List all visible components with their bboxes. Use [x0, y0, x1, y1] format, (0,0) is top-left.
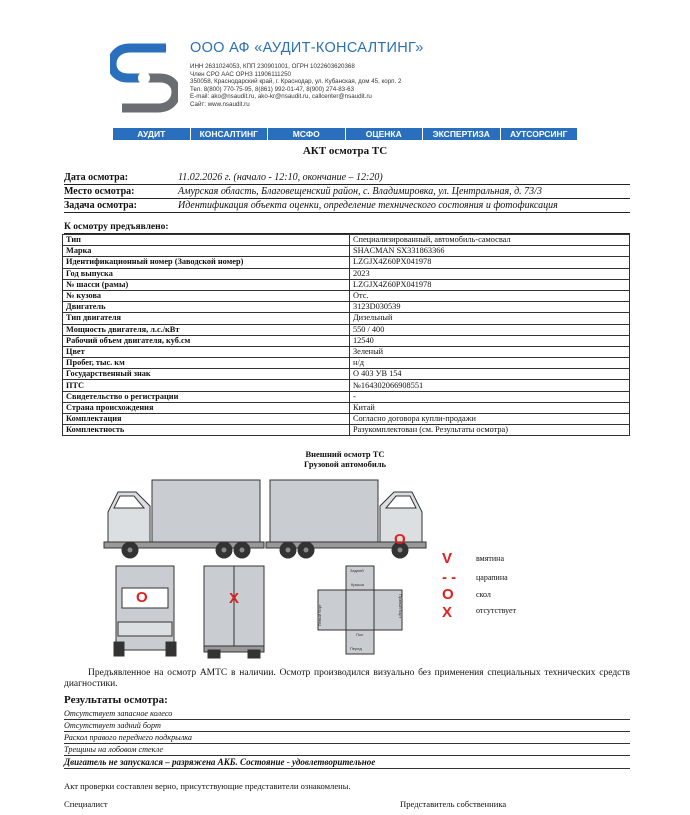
vehicle-field-value: 3123D030539 — [350, 302, 630, 313]
company-detail-line: Тел. 8(800) 770-75-95, 8(861) 992-01-47, 8(900) 274-83-63 — [190, 85, 355, 93]
inspection-place-row — [64, 185, 630, 199]
vehicle-field-value: Дизельный — [350, 313, 630, 324]
inspection-task-row — [64, 199, 630, 213]
inspection-task-value: Идентификация объекта оценки, определение технического состояния и фотофиксация — [178, 200, 558, 211]
vehicle-field-value: Отс. — [350, 290, 630, 301]
service-label: МСФО — [268, 128, 346, 140]
vehicle-table-row — [63, 290, 630, 301]
legend-dent-label: вмятина — [476, 554, 504, 563]
vehicle-field-value: Согласно договора купли-продажи — [350, 414, 630, 425]
vehicle-field-label: Свидетельство о регистрации — [63, 391, 350, 402]
legend-scratch-label: царапина — [476, 573, 508, 582]
vehicle-field-label: Комплектация — [63, 414, 350, 425]
front-label: Перед — [350, 646, 362, 651]
result-final: Двигатель не запускался – разряжена АКБ. Состояние - удовлетворительное — [64, 756, 630, 769]
truck-rear-view — [204, 566, 264, 658]
vehicle-table-row — [63, 369, 630, 380]
truck-body-unfolded — [318, 566, 402, 654]
result-item: Раскол правого переднего подкрылка — [64, 732, 630, 744]
results-title: Результаты осмотра: — [64, 694, 168, 706]
inspection-task-label: Задача осмотра: — [64, 200, 137, 211]
service-label: АУТСОРСИНГ — [510, 129, 568, 139]
vehicle-field-label: Комплектность — [63, 425, 350, 436]
vehicle-field-label: Идентификационный номер (Заводской номер) — [63, 257, 350, 268]
right-side-label: Правый борт — [398, 594, 403, 619]
company-detail-line: E-mail: ako@nsaudit.ru, ako-kr@nsaudit.ru, callcenter@nsaudit.ru — [190, 93, 372, 101]
inspection-date-label: Дата осмотра: — [64, 172, 129, 183]
legend-dent-symbol: V — [442, 550, 453, 567]
vehicle-table-row — [63, 302, 630, 313]
exterior-subtitle: Грузовой автомобиль — [303, 459, 387, 469]
vehicle-table-row — [63, 324, 630, 335]
vehicle-field-value: Зеленый — [350, 346, 630, 357]
company-detail-line: Член СРО ААС ОРНЗ 11906111250 — [190, 70, 291, 78]
legend-chip-symbol: O — [442, 586, 454, 603]
service-label: ЭКСПЕРТИЗА — [423, 128, 501, 140]
company-logo-icon — [110, 42, 178, 114]
rear-label: Задний — [350, 568, 364, 573]
vehicle-table-row — [63, 268, 630, 279]
vehicle-table-row — [63, 425, 630, 436]
damage-mark-chip: O — [136, 589, 148, 606]
act-note: Акт проверки составлен верно, присутствующие представители ознакомлены. — [64, 781, 351, 791]
truck-front-view — [114, 566, 176, 656]
vehicle-field-label: Цвет — [63, 346, 350, 357]
damage-mark-missing: X — [229, 590, 240, 607]
vehicle-field-value: О 403 УВ 154 — [350, 369, 630, 380]
vehicle-field-label: Пробег, тыс. км — [63, 358, 350, 369]
vehicle-field-label: ПТС — [63, 380, 350, 391]
roof-label: Крыша — [351, 582, 364, 587]
vehicle-table-row — [63, 380, 630, 391]
vehicle-table-row — [63, 235, 630, 246]
legend-missing-label: отсутствует — [476, 606, 517, 615]
document-title: АКТ осмотра ТС — [302, 145, 388, 157]
vehicle-field-value: LZGJX4Z60PX041978 — [350, 279, 630, 290]
service-label: ОЦЕНКА — [346, 128, 424, 140]
vehicle-field-label: Двигатель — [63, 302, 350, 313]
vehicle-table-row — [63, 313, 630, 324]
vehicle-field-label: № шасси (рамы) — [63, 279, 350, 290]
vehicle-field-label: Тип — [63, 235, 350, 246]
vehicle-table-row — [63, 279, 630, 290]
vehicle-table — [62, 234, 630, 436]
exterior-title-block — [0, 449, 690, 469]
company-detail-line: 350058, Краснодарский край, г. Краснодар, ул. Кубанская, дом 45, корп. 2 — [190, 78, 402, 86]
services-bar — [113, 128, 577, 140]
vehicle-field-value: 12540 — [350, 335, 630, 346]
presented-text: Предъявленное на осмотр АМТС в наличии. Осмотр производился визуально без применения специальных технических средств диагностики. — [64, 668, 630, 689]
company-details — [190, 63, 401, 109]
vehicle-field-value: №164302066908551 — [350, 380, 630, 391]
company-detail-line: Сайт: www.nsaudit.ru — [190, 100, 250, 108]
inspection-date-row — [64, 171, 630, 185]
service-label: КОНСАЛТИНГ — [191, 128, 269, 140]
vehicle-field-value: - — [350, 391, 630, 402]
vehicle-table-row — [63, 257, 630, 268]
result-item: Трещины на лобовом стекле — [64, 744, 630, 756]
vehicle-field-label: Рабочий объем двигателя, куб.см — [63, 335, 350, 346]
company-name: ООО АФ «АУДИТ-КОНСАЛТИНГ» — [190, 40, 424, 56]
vehicle-field-label: Год выпуска — [63, 268, 350, 279]
vehicle-table-row — [63, 346, 630, 357]
vehicle-field-label: Тип двигателя — [63, 313, 350, 324]
vehicle-field-label: Марка — [63, 246, 350, 257]
vehicle-field-value: 2023 — [350, 268, 630, 279]
vehicle-field-value: Разукомплектован (см. Результаты осмотра) — [350, 425, 630, 436]
floor-label: Пол — [356, 632, 364, 637]
result-item: Отсутствует запасное колесо — [64, 708, 630, 720]
vehicle-table-row — [63, 335, 630, 346]
vehicle-field-label: Мощность двигателя, л.с./кВт — [63, 324, 350, 335]
vehicle-table-row — [63, 246, 630, 257]
inspection-place-value: Амурская область, Благовещенский район, с. Владимировка, ул. Центральная, д. 73/3 — [178, 186, 542, 197]
company-detail-line: ИНН 2631024053, КПП 230901001, ОГРН 1022603620368 — [190, 63, 355, 70]
vehicle-table-row — [63, 391, 630, 402]
vehicle-field-label: № кузова — [63, 290, 350, 301]
vehicle-field-value: 550 / 400 — [350, 324, 630, 335]
vehicle-section-title: К осмотру предъявлено: — [64, 222, 630, 234]
legend-scratch-symbol: - - — [442, 569, 457, 586]
damage-mark-chip: O — [394, 531, 406, 548]
vehicle-field-value: SHACMAN SX331863366 — [350, 246, 630, 257]
vehicle-field-value: LZGJX4Z60PX041978 — [350, 257, 630, 268]
specialist-label: Специалист — [64, 799, 108, 809]
vehicle-table-row — [63, 402, 630, 413]
truck-left-view — [104, 480, 264, 558]
vehicle-field-label: Государственный знак — [63, 369, 350, 380]
service-label: АУДИТ — [113, 128, 191, 140]
vehicle-field-value: Китай — [350, 402, 630, 413]
representative-label: Представитель собственника — [400, 799, 507, 809]
inspection-place-label: Место осмотра: — [64, 186, 135, 197]
vehicle-field-value: н/д — [350, 358, 630, 369]
vehicle-table-row — [63, 358, 630, 369]
truck-damage-diagram — [100, 472, 430, 660]
legend-chip-label: скол — [476, 590, 491, 599]
result-item: Отсутствует задний борт — [64, 720, 630, 732]
left-side-label: Левый борт — [317, 604, 322, 626]
vehicle-table-row — [63, 414, 630, 425]
inspection-date-value: 11.02.2026 г. (начало - 12:10, окончание – 12:20) — [178, 172, 383, 183]
legend-missing-symbol: X — [442, 604, 453, 621]
vehicle-field-label: Страна происхождения — [63, 402, 350, 413]
exterior-title: Внешний осмотр ТС — [305, 449, 385, 459]
vehicle-field-value: Специализированный, автомобиль-самосвал — [350, 235, 630, 246]
